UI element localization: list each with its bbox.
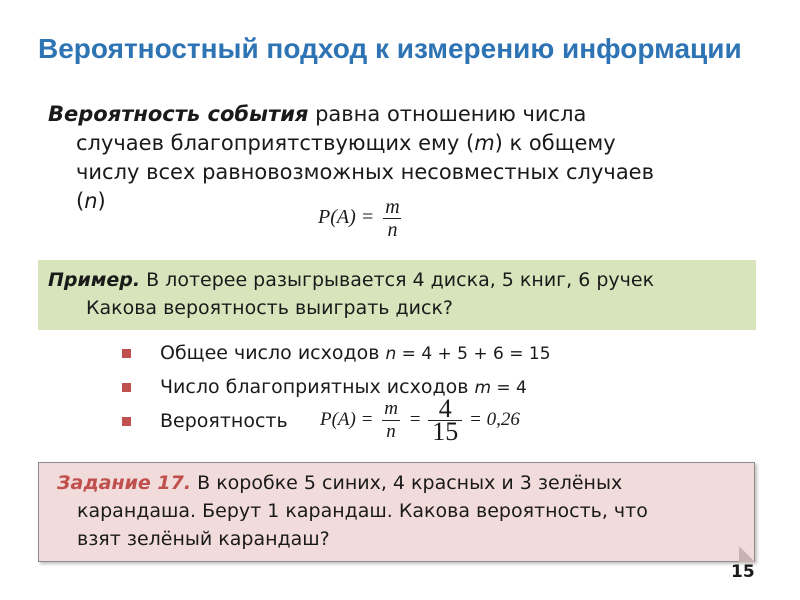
definition-line-4 bbox=[48, 187, 768, 216]
bullet-square-icon bbox=[122, 417, 131, 426]
calc-numerator-m: m bbox=[384, 398, 398, 419]
formula-numerator: m bbox=[385, 196, 400, 218]
bullet-text: Общее число исходов bbox=[160, 342, 386, 364]
task-box bbox=[38, 462, 755, 562]
definition-text-2b: ) к общему bbox=[494, 131, 616, 155]
formula-denominator: n bbox=[383, 218, 401, 241]
probability-calculation bbox=[320, 394, 520, 446]
calc-result: = 0,26 bbox=[469, 408, 520, 430]
list-item bbox=[122, 336, 551, 370]
definition-text-4b: ) bbox=[97, 189, 106, 213]
definition-term: Вероятность события bbox=[48, 102, 309, 126]
bullet-value: = 4 + 5 + 6 = 15 bbox=[396, 344, 551, 364]
example-box bbox=[38, 260, 756, 330]
definition-var-m: m bbox=[474, 131, 495, 155]
calc-denominator-n: n bbox=[382, 420, 400, 443]
definition-paragraph bbox=[48, 100, 768, 216]
calc-numerator-4: 4 bbox=[438, 394, 452, 423]
calc-equals: = bbox=[408, 408, 422, 430]
definition-line-3: числу всех равновозможных несовместных случаев bbox=[76, 160, 654, 184]
calc-denominator-15: 15 bbox=[428, 420, 462, 443]
page-title: Вероятностный подход к измерению информации bbox=[38, 33, 742, 64]
bullet-value: = 4 bbox=[491, 378, 527, 398]
task-line-3: взят зелёный карандаш? bbox=[77, 528, 330, 550]
definition-line-2 bbox=[48, 129, 768, 158]
example-label: Пример. bbox=[48, 269, 141, 291]
bullet-square-icon bbox=[122, 349, 131, 358]
task-line-1: В коробке 5 синих, 4 красных и 3 зелёных bbox=[191, 472, 623, 494]
page-curl-icon bbox=[739, 546, 755, 562]
bullet-var: n bbox=[385, 344, 397, 364]
bullet-square-icon bbox=[122, 383, 131, 392]
definition-var-n: n bbox=[84, 189, 98, 213]
example-line-1: В лотерее разыгрывается 4 диска, 5 книг, 6 ручек bbox=[140, 269, 655, 291]
task-label: Задание 17. bbox=[57, 472, 192, 494]
page-number: 15 bbox=[731, 562, 755, 582]
definition-text-4a: ( bbox=[76, 189, 85, 213]
probability-formula bbox=[318, 196, 406, 241]
calc-lhs: P(A) = bbox=[320, 408, 374, 430]
task-line-2: карандаша. Берут 1 карандаш. Какова вероятность, что bbox=[77, 500, 648, 522]
calc-fraction-numeric bbox=[428, 394, 462, 446]
bullet-var: m bbox=[474, 378, 491, 398]
formula-fraction bbox=[381, 196, 403, 241]
calc-fraction-symbolic bbox=[380, 398, 402, 443]
formula-lhs: P(A) = bbox=[318, 206, 375, 229]
bullet-text: Вероятность bbox=[160, 410, 288, 432]
definition-text-2a: случаев благоприятствующих ему ( bbox=[76, 131, 475, 155]
bullet-text: Число благоприятных исходов bbox=[160, 376, 475, 398]
example-line-2: Какова вероятность выиграть диск? bbox=[86, 297, 454, 319]
definition-text-1: равна отношению числа bbox=[308, 102, 587, 126]
